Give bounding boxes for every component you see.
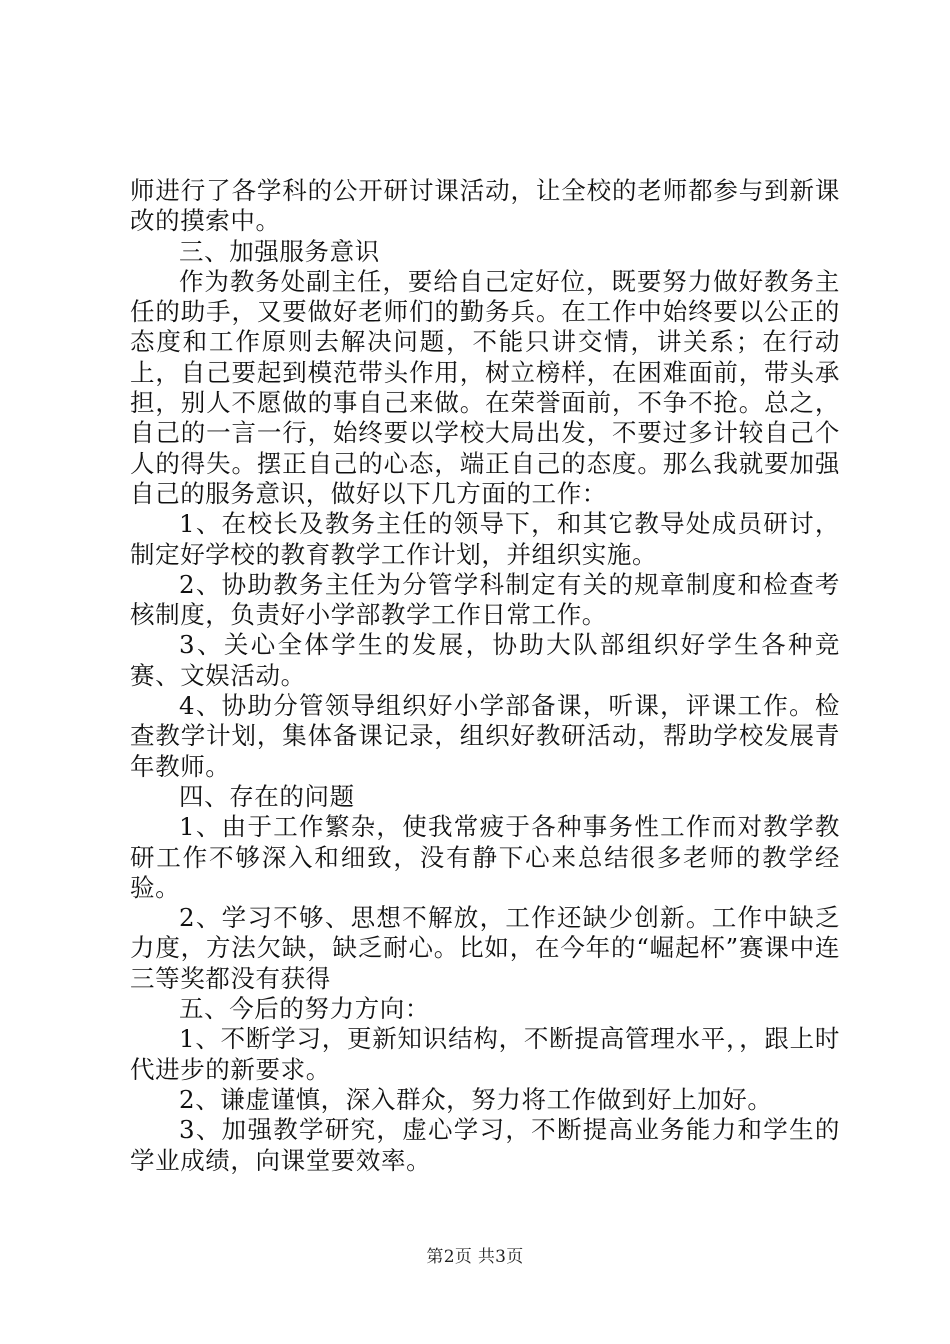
- section-heading-4: 四、存在的问题: [179, 781, 355, 811]
- paragraph-continuation: 师进行了各学科的公开研讨课活动，让全校的老师都参与到新课改的摸索中。: [130, 176, 840, 236]
- list-item-direction-3: 3、加强教学研究，虚心学习，不断提高业务能力和学生的学业成绩，向课堂要效率。: [130, 1115, 840, 1175]
- list-item-direction-2: 2、谦虚谨慎，深入群众，努力将工作做到好上加好。: [179, 1084, 773, 1114]
- page-number-footer: 第2页 共3页: [426, 1247, 524, 1267]
- list-item-duty-2: 2、协助教务主任为分管学科制定有关的规章制度和检查考核制度，负责好小学部教学工作日常工作。: [130, 569, 840, 630]
- paragraph-service-awareness: 作为教务处副主任，要给自己定好位，既要努力做好教务主任的助手，又要做好老师们的勤务兵。在工作中始终要以公正的态度和工作原则去解决问题，不能只讲交情，讲关系；在行动上，自己要起到模范带头作用，树立榜样，在困难面前，带头承担，别人不愿做的事自己来做。在荣誉面前，不争不抢。总之，自己的一言一行，始终要以学校大局出发，不要过多计较自己个人的得失。摆正自己的心态，端正自己的态度。那么我就要加强自己的服务意识，做好以下几方面的工作：: [130, 266, 840, 508]
- list-item-duty-1: 1、在校长及教务主任的领导下，和其它教导处成员研讨，制定好学校的教育教学工作计划，并组织实施。: [130, 509, 840, 569]
- list-item-problem-2: 2、学习不够、思想不解放，工作还缺少创新。工作中缺乏力度，方法欠缺，缺乏耐心。比如，在今年的“崛起杯”赛课中连三等奖都没有获得: [130, 903, 840, 993]
- list-item-problem-1: 1、由于工作繁杂，使我常疲于各种事务性工作而对教学教研工作不够深入和细致，没有静下心来总结很多老师的教学经验。: [130, 812, 840, 902]
- list-item-direction-1: 1、不断学习，更新知识结构，不断提高管理水平，，跟上时代进步的新要求。: [130, 1024, 840, 1084]
- list-item-duty-3: 3、关心全体学生的发展，协助大队部组织好学生各种竞赛、文娱活动。: [130, 630, 840, 690]
- section-heading-3: 三、加强服务意识: [179, 236, 380, 266]
- list-item-duty-4: 4、协助分管领导组织好小学部备课，听课，评课工作。检查教学计划，集体备课记录，组织好教研活动，帮助学校发展青年教师。: [130, 691, 840, 781]
- document-body: [130, 176, 840, 1176]
- section-heading-5: 五、今后的努力方向：: [179, 994, 430, 1024]
